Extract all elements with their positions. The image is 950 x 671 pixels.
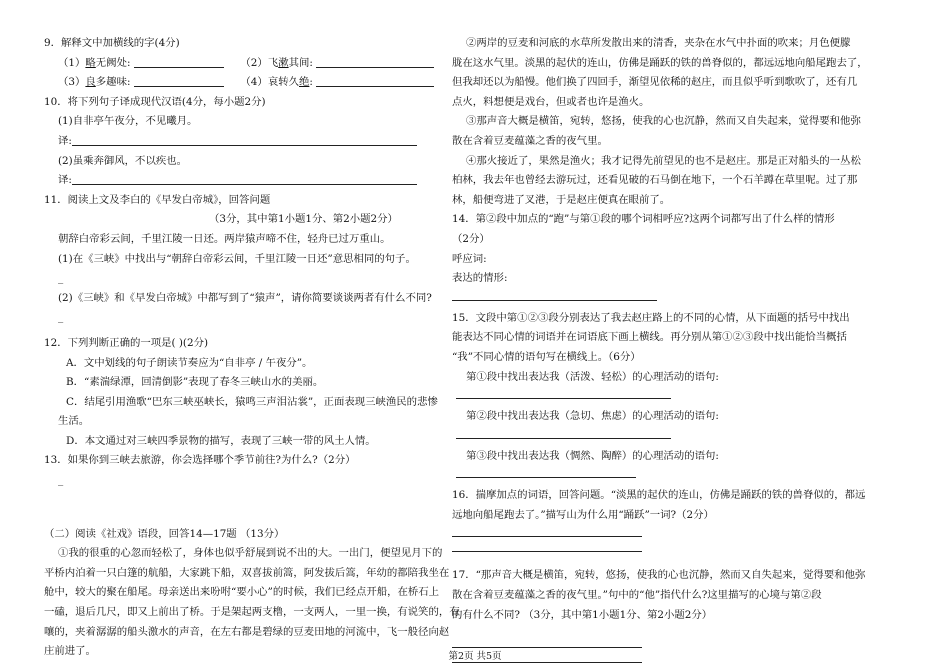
answer-line[interactable] (452, 536, 642, 537)
answer-line[interactable] (456, 398, 671, 399)
answer-line[interactable] (452, 647, 642, 648)
q12-option-d: D．本文通过对三峡四季景物的描写，表现了三峡一带的风土人情。 (66, 434, 376, 447)
passage-para-2-line: 但我却还以为船慢。他们换了四回手，渐望见依稀的赵庄，而且似乎听到歌吹了，还有几 (452, 76, 858, 89)
q15-line: 能表达不同心情的词语并在词语底下画上横线。再分别从第①②③段中找出能恰当概括 (452, 331, 847, 344)
q12-option-b: B．“素湍绿潭，回清倒影”表现了春冬三峡山水的美丽。 (66, 376, 324, 389)
answer-mark: _ (58, 311, 64, 324)
passage-para-1-line: 平桥内泊着一只白篷的航船，大家跳下船，双喜拔前篙，阿发拔后篙，年幼的都陪我坐在 (44, 566, 450, 579)
answer-blank[interactable] (134, 55, 224, 68)
q10-translate-2: 译: (44, 171, 427, 191)
q14-score: （2分） (452, 232, 490, 245)
answer-blank[interactable] (72, 172, 417, 185)
passage-para-4-line: ④那火接近了，果然是渔火；我才记得先前望见的也不是赵庄。那是正对船头的一丛松 (466, 154, 861, 167)
passage-para-2-line: 胧在这水气里。淡黑的起伏的连山，仿佛是踊跃的铁的兽脊似的，都远远地向船尾跑去了， (452, 56, 868, 69)
q10-sentence-1: (1)自非亭午夜分，不见曦月。 (58, 115, 198, 128)
q12-option-a: A．文中划线的句子朗读节奏应为“自非亭 / 午夜分”。 (66, 356, 313, 369)
q10-translate-1: 译: (44, 132, 427, 152)
q15-line: 15．文段中第①②③段分别表达了我去赵庄路上的不同的心情，从下面题的括号中找出 (452, 311, 850, 324)
q15-part-b: 第②段中找出表达我（急切、焦虑）的心理活动的语句: (466, 410, 719, 423)
answer-line[interactable] (452, 551, 642, 552)
q14-label-word: 呼应词: (452, 252, 487, 265)
q10-title: 10．将下列句子译成现代汉语(4分，每小题2分) (44, 95, 266, 108)
right-column (452, 34, 877, 671)
q11-title: 11．阅读上文及李白的《早发白帝城》，回答问题 (44, 193, 271, 206)
answer-line[interactable] (456, 477, 636, 478)
passage-para-4-line: 柏林，我去年也曾经去游玩过，还看见破的石马倒在地下，一个石羊蹲在草里呢。过了那 (452, 174, 858, 187)
q9-item-4: （4）哀转久绝: (240, 76, 313, 89)
q11-score: （3分，其中第1小题1分、第2小题2分） (209, 213, 398, 226)
answer-line[interactable] (452, 300, 657, 301)
q11-part-2: (2)《三峡》和《早发白帝城》中都写到了“猿声”，请你简要谈谈两者有什么不同? (58, 291, 432, 304)
q9-item-1: （1）略无阙处: (58, 56, 131, 69)
q15-line: “我”不同心情的语句写在横线上。（6分） (452, 350, 641, 363)
q17-line: 散在含着豆麦蕴藻之香的夜气里。”句中的“他”指代什么?这里描写的心境与第②段 (452, 589, 822, 602)
q13-title: 13．如果你到三峡去旅游，你会选择哪个季节前往?为什么?（2分） (44, 454, 356, 467)
left-column (44, 34, 460, 662)
q12-option-c: C．结尾引用渔歌“巴东三峡巫峡长，猿鸣三声泪沾裳”，正面表现三峡渔民的悲惨 (66, 395, 438, 408)
q11-poem: 朝辞白帝彩云间，千里江陵一日还。两岸猿声啼不住，轻舟已过万重山。 (58, 232, 391, 245)
q12-title: 12．下列判断正确的一项是( )(2分) (44, 336, 209, 349)
passage-para-1-line: 庄前进了。 (44, 645, 96, 658)
answer-mark: _ (58, 272, 64, 285)
passage-para-3-line: 散在含着豆麦蕴藻之香的夜气里。 (452, 134, 608, 147)
q10-sentence-2: (2)虽乘奔御风，不以疾也。 (58, 154, 188, 167)
q17-line: 的有什么不同? （3分，其中第1小题1分、第2小题2分） (452, 608, 713, 621)
answer-blank[interactable] (134, 74, 224, 87)
q15-part-a: 第①段中找出表达我（活泼、轻松）的心理活动的语句: (466, 370, 719, 383)
passage-para-1-line: 嚷的，夹着潺潺的船头激水的声音，在左右都是碧绿的豆麦田地的河流中，飞一般径向赵 (44, 625, 450, 638)
passage-para-1-line: 舱中，较大的聚在船尾。母亲送出来吩咐“要小心”的时候，我们已经点开船，在桥石上 (44, 586, 440, 599)
q9-item-2: （2）飞漱其间: (240, 56, 313, 69)
passage-para-1-line: ①我的很重的心忽而轻松了，身体也似乎舒展到说不出的大。一出门，便望见月下的 (58, 547, 443, 560)
q14-label-situation: 表达的情形: (452, 272, 508, 285)
q12-option-c-cont: 生活。 (58, 415, 90, 428)
answer-mark: _ (58, 474, 64, 487)
section-2-title: （二）阅读《社戏》语段，回答14—17题 （13分） (44, 527, 285, 540)
q17-line: 17．“那声音大概是横笛，宛转，悠扬，使我的心也沉静，然而又自失起来，觉得要和他弥 (452, 569, 866, 582)
q9-title: 9．解释文中加横线的字(4分) (44, 37, 180, 49)
passage-para-3-line: ③那声音大概是横笛，宛转，悠扬，使我的心也沉静，然而又自失起来，觉得要和他弥 (466, 115, 861, 128)
q16-line: 16．揣摩加点的词语，回答问题。“淡黑的起伏的连山，仿佛是踊跃的铁的兽脊似的，都远 (452, 489, 866, 502)
answer-blank[interactable] (316, 74, 434, 87)
q11-part-1: (1)在《三峡》中找出与“朝辞白帝彩云间，千里江陵一日还”意思相同的句子。 (58, 252, 416, 265)
q9-item-3: （3）良多趣味: (58, 76, 131, 89)
passage-para-2-line: 点火，料想便是戏台，但或者也许是渔火。 (452, 95, 650, 108)
q14-title: 14．第②段中加点的“跑”与第①段的哪个词相呼应?这两个词都写出了什么样的情形 (452, 213, 835, 226)
q9-row-1 (44, 54, 427, 74)
passage-para-1-line: 一磕，退后几尺，即又上前出了桥。于是架起两支橹，一支两人，一里一换，有说笑的，有 (44, 606, 460, 619)
q9-row-2 (44, 73, 427, 93)
passage-para-2-line: ②两岸的豆麦和河底的水草所发散出来的清香，夹杂在水气中扑面的吹来；月色便朦 (466, 37, 851, 49)
answer-blank[interactable] (316, 55, 434, 68)
answer-blank[interactable] (72, 133, 417, 146)
page-number: 第2页 共5页 (448, 651, 502, 662)
answer-line[interactable] (456, 438, 671, 439)
q15-part-c: 第③段中找出表达我（惆然、陶醉）的心理活动的语句: (466, 449, 719, 462)
q16-line: 远地向船尾跑去了。”描写山为什么用“踊跃”一词?（2分） (452, 508, 714, 521)
passage-para-4-line: 林，船便弯进了叉港，于是赵庄便真在眼前了。 (452, 193, 671, 206)
